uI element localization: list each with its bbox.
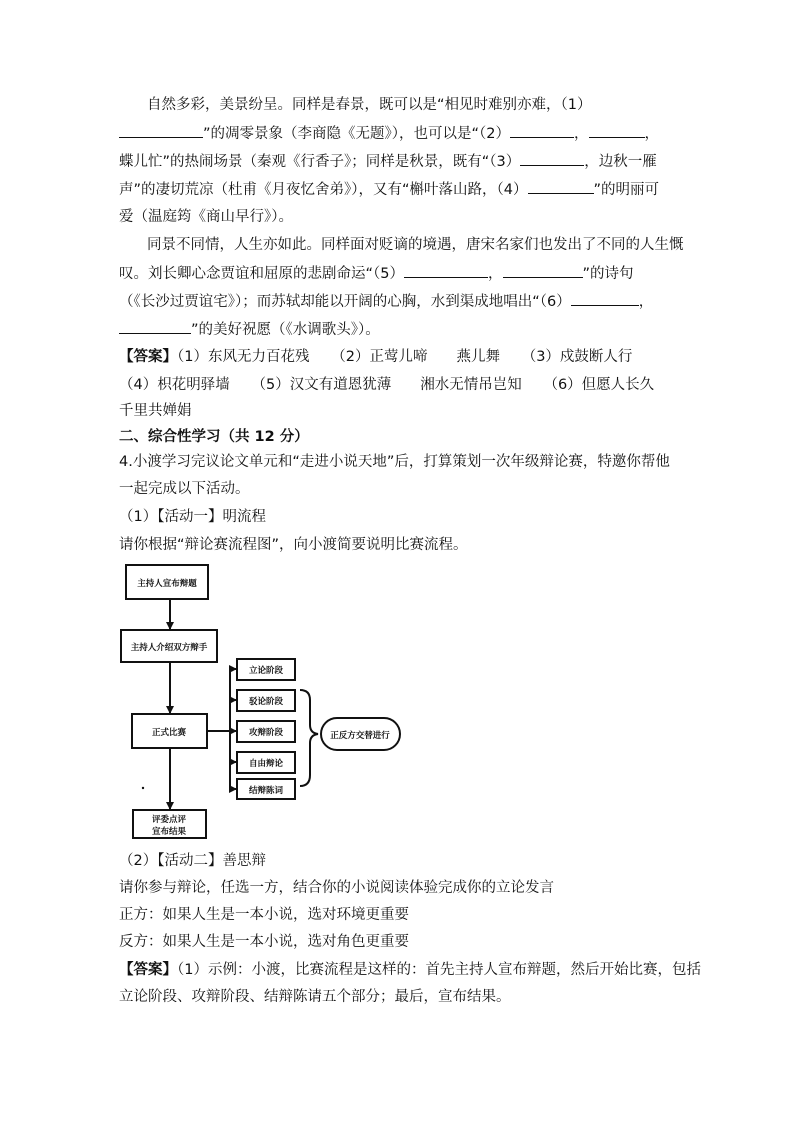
text-span: 同景不同情，人生亦如此。同样面对贬谪的境遇，唐宋名家们也发出了不同的人生慨: [147, 237, 684, 253]
activity2-title: （2）【活动二】善思辩: [119, 853, 266, 869]
answer-label: 【答案】: [119, 962, 177, 978]
text-span: 蝶儿忙”的热闹场景（秦观《行香子》；同样是秋景，既有“（3）: [119, 154, 521, 170]
label-stage-5: 结辩陈词: [248, 786, 284, 796]
activity2-con: 反方：如果人生是一本小说，选对角色更重要: [119, 934, 409, 950]
label-formal-match: 正式比赛: [151, 728, 187, 738]
activity2-prompt: 请你参与辩论，任选一方，结合你的小说阅读体验完成你的立论发言: [119, 880, 554, 896]
text-span: 千里共婵娟: [119, 403, 192, 419]
text-span: ，: [638, 294, 654, 310]
activity2-answer-line1: [119, 960, 701, 980]
text-span: 叹。刘长卿心念贾谊和屈原的悲剧命运“（5）: [119, 266, 404, 282]
text-span: ”的美好祝愿（《水调歌头》）。: [191, 322, 380, 338]
text-span: ”的凋零景象（李商隐《无题》），也可以是“（2）: [203, 126, 510, 142]
label-host-intro: 主持人介绍双方辩手: [130, 643, 208, 653]
text-span: （《长沙过贾谊宅》）；而苏轼却能以开阔的心胸，水到渠成地唱出“（6）: [119, 294, 571, 310]
curly-brace: [300, 690, 318, 786]
text-span: ”的诗句: [582, 266, 634, 282]
text-span: ，: [644, 126, 659, 142]
text-span: （4）枳花明驿墙 （5）汉文有道恩犹薄 湘水无情吊岂知 （6）但愿人长久: [119, 377, 655, 393]
label-stage-4: 自由辩论: [248, 759, 284, 769]
text-span: ，边秋一雁: [584, 154, 657, 170]
label-stage-2: 驳论阶段: [248, 697, 284, 707]
label-stage-1: 立论阶段: [248, 666, 284, 676]
text-span: ，: [574, 126, 589, 142]
text-span: 声”的凄切荒凉（杜甫《月夜忆舍弟》），又有“槲叶落山路，（4）: [119, 182, 528, 198]
section-heading: 二、综合性学习（共 12 分）: [119, 429, 309, 445]
label-host-announce: 主持人宣布辩题: [137, 579, 197, 589]
text-span: （1）东风无力百花残 （2）正莺儿啼 燕儿舞 （3）戍鼓断人行: [177, 349, 633, 365]
activity1-prompt: 请你根据“辩论赛流程图”，向小渡简要说明比赛流程。: [119, 537, 468, 553]
answer-label: 【答案】: [119, 349, 177, 365]
question-4-line1: 4.小渡学习完议论文单元和“走进小说天地”后，打算策划一次年级辩论赛，特邀你帮他: [119, 454, 670, 470]
text-span: ，: [488, 266, 503, 282]
label-judge-2: 宣布结果: [151, 827, 187, 837]
text-span: 自然多彩，美景纷呈。同样是春景，既可以是“相见时难别亦难，（1）: [147, 97, 592, 113]
text-span: （1）示例：小渡，比赛流程是这样的：首先主持人宣布辩题，然后开始比赛，包括: [177, 962, 701, 978]
text-span: 爱（温庭筠《商山早行》）。: [119, 209, 293, 225]
label-stage-3: 攻辩阶段: [248, 728, 284, 738]
label-judge-1: 评委点评: [151, 815, 187, 825]
question-4-line2: 一起完成以下活动。: [119, 481, 250, 497]
activity1-title: （1）【活动一】明流程: [119, 509, 266, 525]
activity2-answer-line2: 立论阶段、攻辩阶段、结辩陈请五个部分；最后，宣布结果。: [119, 989, 511, 1005]
stray-dot: [142, 787, 144, 789]
text-span: ”的明丽可: [593, 182, 660, 198]
label-alternate: 正反方交替进行: [330, 731, 390, 741]
activity2-pro: 正方：如果人生是一本小说，选对环境更重要: [119, 907, 409, 923]
